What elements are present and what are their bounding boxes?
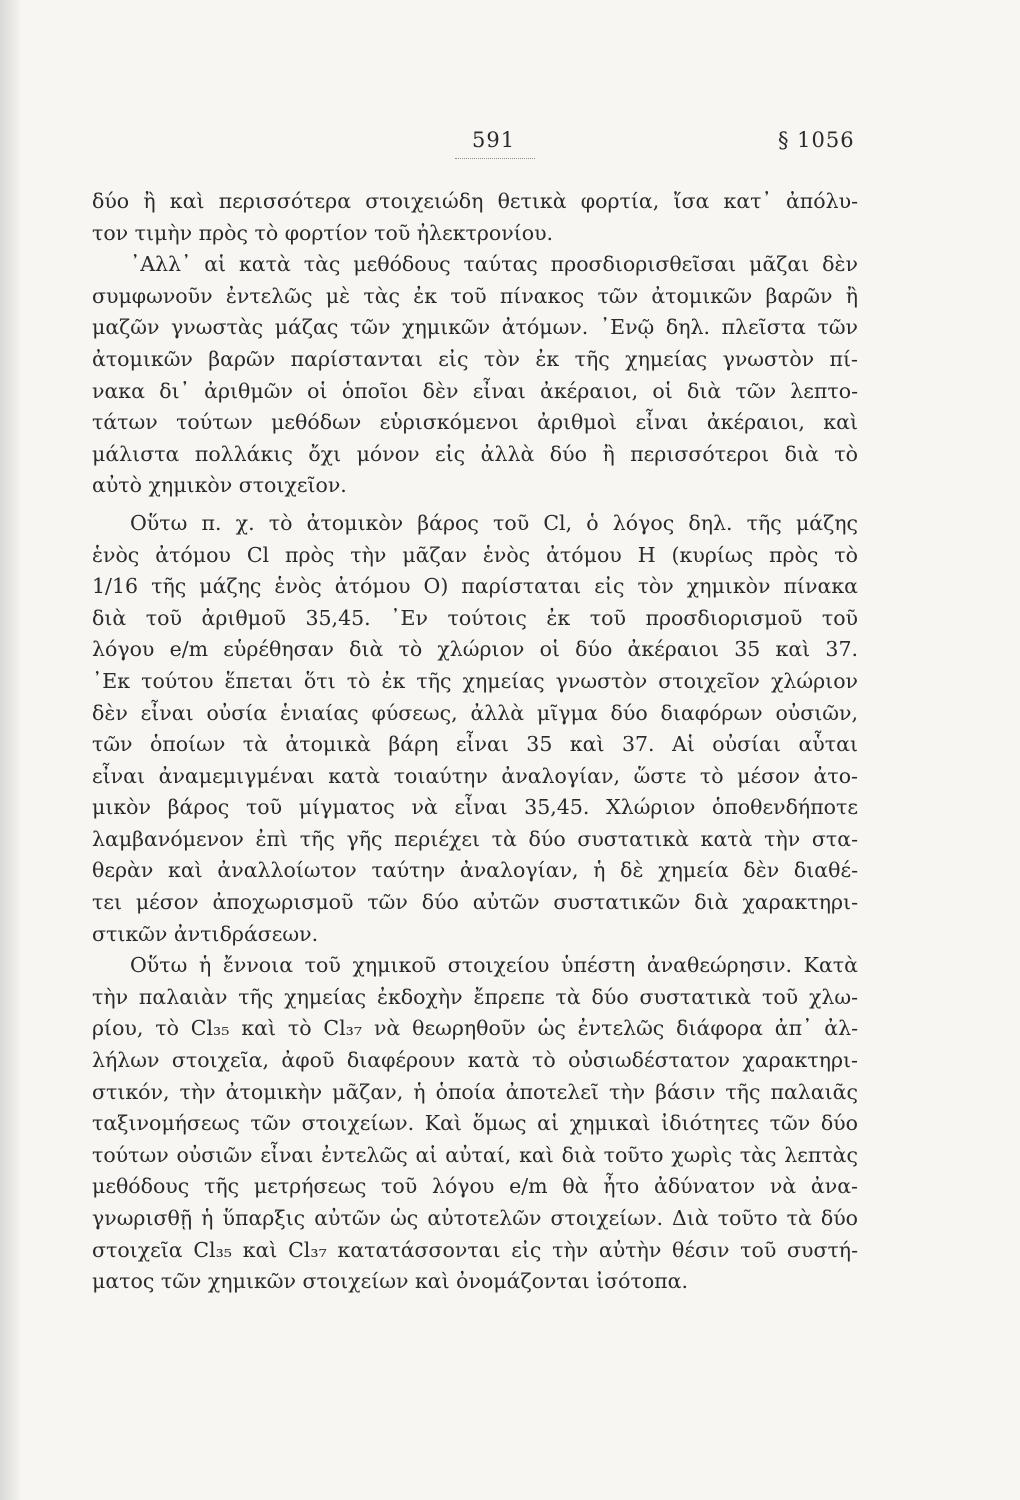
text-line: Οὕτω π. χ. τὸ ἀτομικὸν βάρος τοῦ Cl, ὁ λόγος δηλ. τῆς μάζης: [130, 510, 858, 535]
text-line: δύο ἢ καὶ περισσότερα στοιχειώδη θετικὰ φορτία, ἴσα κατ᾽ ἀπόλυ-: [92, 189, 858, 213]
body-text: [92, 186, 858, 1298]
text-line: γνωρισθῇ ἡ ὕπαρξις αὐτῶν ὡς αὐτοτελῶν στοιχείων. Διὰ τοῦτο τὰ δύο: [92, 1206, 858, 1230]
text-line: θερὰν καὶ ἀναλλοίωτον ταύτην ἀναλογίαν, ἡ δὲ χημεία δὲν διαθέ-: [92, 858, 858, 883]
text-line: Οὕτω ἡ ἔννοια τοῦ χημικοῦ στοιχείου ὑπέστη ἀναθεώρησιν. Κατὰ: [130, 953, 858, 978]
text-line: μάλιστα πολλάκις ὄχι μόνον εἰς ἀλλὰ δύο ἢ περισσότεροι διὰ τὸ: [92, 441, 858, 466]
text-line: ᾽Εκ τούτου ἕπεται ὅτι τὸ ἐκ τῆς χημείας γνωστὸν στοιχεῖον χλώριον: [92, 668, 858, 693]
text-line: ταξινομήσεως τῶν στοιχείων. Καὶ ὅμως αἱ χημικαὶ ἰδιότητες τῶν δύο: [92, 1111, 858, 1136]
text-line: στικῶν ἀντιδράσεων.: [92, 921, 319, 946]
text-line: στικόν, τὴν ἀτομικὴν μᾶζαν, ἡ ὁποία ἀποτελεῖ τὴν βάσιν τῆς παλαιᾶς: [92, 1079, 858, 1104]
paragraph: [92, 186, 858, 249]
paragraph: [92, 508, 858, 950]
paragraph: [92, 249, 858, 502]
text-line: μικὸν βάρος τοῦ μίγματος νὰ εἶναι 35,45. Χλώριον ὁποθενδήποτε: [92, 795, 858, 820]
text-line: ρίου, τὸ Cl₃₅ καὶ τὸ Cl₃₇ νὰ θεωρηθοῦν ὡς ἐντελῶς διάφορα ἀπ᾽ ἀλ-: [92, 1016, 858, 1041]
text-line: στοιχεῖα Cl₃₅ καὶ Cl₃₇ κατατάσσονται εἰς τὴν αὐτὴν θέσιν τοῦ συστή-: [92, 1237, 858, 1262]
text-line: ματος τῶν χημικῶν στοιχείων καὶ ὀνομάζονται ἰσότοπα.: [92, 1269, 689, 1294]
text-line: λαμβανόμενον ἐπὶ τῆς γῆς περιέχει τὰ δύο συστατικὰ κατὰ τὴν στα-: [92, 826, 858, 851]
paragraph: [92, 950, 858, 1298]
text-line: ᾽Αλλ᾽ αἱ κατὰ τὰς μεθόδους ταύτας προσδιορισθεῖσαι μᾶζαι δὲν: [130, 252, 858, 277]
text-line: τον τιμὴν πρὸς τὸ φορτίον τοῦ ἠλεκτρονίου.: [92, 220, 554, 245]
text-line: 1/16 τῆς μάζης ἑνὸς ἀτόμου Ο) παρίσταται εἰς τὸν χημικὸν πίνακα: [92, 574, 858, 599]
text-line: νακα δι᾽ ἀριθμῶν οἱ ὁποῖοι δὲν εἶναι ἀκέραιοι, οἱ διὰ τῶν λεπτο-: [92, 378, 858, 403]
text-line: δὲν εἶναι οὐσία ἑνιαίας φύσεως, ἀλλὰ μῖγμα δύο διαφόρων οὐσιῶν,: [92, 700, 858, 725]
text-line: μαζῶν γνωστὰς μάζας τῶν χημικῶν ἀτόμων. ᾽Ενῷ δηλ. πλεῖστα τῶν: [92, 315, 858, 340]
text-line: εἶναι ἀναμεμιγμέναι κατὰ τοιαύτην ἀναλογίαν, ὥστε τὸ μέσον ἀτο-: [92, 763, 858, 788]
page-number-underline: [455, 158, 535, 159]
text-line: συμφωνοῦν ἐντελῶς μὲ τὰς ἐκ τοῦ πίνακος τῶν ἀτομικῶν βαρῶν ἢ: [92, 283, 858, 308]
binding-shadow: [0, 0, 22, 1500]
text-line: τῶν ὁποίων τὰ ἀτομικὰ βάρη εἶναι 35 καὶ 37. Αἱ οὐσίαι αὗται: [92, 732, 858, 757]
text-line: ἀτομικῶν βαρῶν παρίστανται εἰς τὸν ἐκ τῆς χημείας γνωστὸν πί-: [92, 346, 858, 371]
page-number: 591: [472, 128, 516, 152]
text-line: μεθόδους τῆς μετρήσεως τοῦ λόγου e/m θὰ ἦτο ἀδύνατον νὰ ἀνα-: [92, 1174, 858, 1199]
text-line: ἑνὸς ἀτόμου Cl πρὸς τὴν μᾶζαν ἑνὸς ἀτόμου Η (κυρίως πρὸς τὸ: [92, 542, 858, 567]
text-line: τὴν παλαιὰν τῆς χημείας ἐκδοχὴν ἔπρεπε τὰ δύο συστατικὰ τοῦ χλω-: [92, 984, 858, 1009]
section-number: § 1056: [778, 128, 855, 152]
text-line: λήλων στοιχεῖα, ἀφοῦ διαφέρουν κατὰ τὸ οὐσιωδέστατον χαρακτηρι-: [92, 1048, 858, 1073]
text-line: τάτων τούτων μεθόδων εὑρισκόμενοι ἀριθμοὶ εἶναι ἀκέραιοι, καὶ: [92, 410, 858, 435]
text-line: αὐτὸ χημικὸν στοιχεῖον.: [92, 473, 347, 498]
text-line: τούτων οὐσιῶν εἶναι ἐντελῶς αἱ αὐταί, καὶ διὰ τοῦτο χωρὶς τὰς λεπτὰς: [92, 1142, 858, 1167]
text-line: διὰ τοῦ ἀριθμοῦ 35,45. ᾽Εν τούτοις ἐκ τοῦ προσδιορισμοῦ τοῦ: [92, 605, 858, 630]
text-line: λόγου e/m εὑρέθησαν διὰ τὸ χλώριον οἱ δύο ἀκέραιοι 35 καὶ 37.: [92, 637, 858, 662]
text-line: τει μέσον ἀποχωρισμοῦ τῶν δύο αὐτῶν συστατικῶν διὰ χαρακτηρι-: [92, 890, 858, 915]
